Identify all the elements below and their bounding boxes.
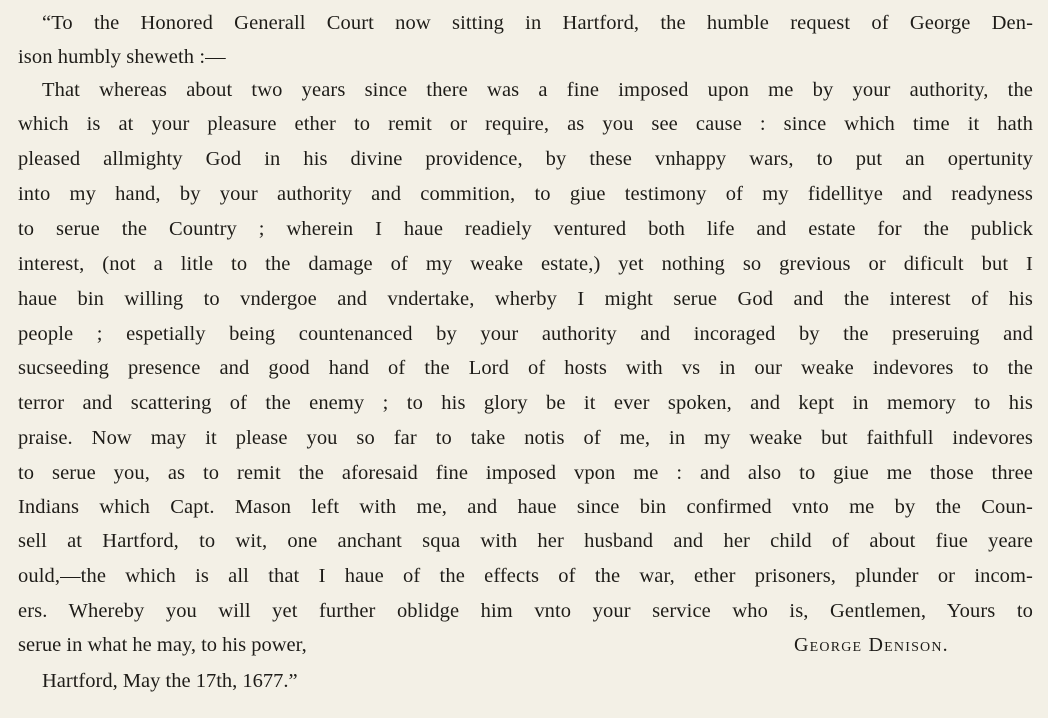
text-line: “To the Honored Generall Court now sitting in Hartford, the humble request of George Den- [42, 12, 1033, 34]
text-line: sucseeding presence and good hand of the Lord of hosts with vs in our weake indevores to the [18, 357, 1033, 379]
text-line: to serue the Country ; wherein I haue readiely ventured both life and estate for the publick [18, 218, 1033, 240]
text-line: haue bin willing to vndergoe and vndertake, wherby I might serue God and the interest of his [18, 288, 1033, 310]
dateline: Hartford, May the 17th, 1677.” [42, 670, 298, 692]
text-line: Indians which Capt. Mason left with me, and haue since bin confirmed vnto me by the Coun- [18, 496, 1033, 518]
closing-row [18, 628, 1033, 662]
text-line: pleased allmighty God in his divine providence, by these vnhappy wars, to put an opertunity [18, 148, 1033, 170]
closing-line: serue in what he may, to his power, [18, 634, 307, 656]
text-line: terror and scattering of the enemy ; to his glory be it ever spoken, and kept in memory to his [18, 392, 1033, 414]
signature: George Denison. [794, 634, 949, 656]
text-line: ison humbly sheweth :— [18, 46, 226, 68]
text-line: praise. Now may it please you so far to take notis of me, in my weake but faithfull indevores [18, 427, 1033, 449]
text-line: people ; espetially being countenanced by your authority and incoraged by the preseruing and [18, 323, 1033, 345]
text-line: sell at Hartford, to wit, one anchant squa with her husband and her child of about fiue yeare [18, 530, 1033, 552]
text-line: ould,—the which is all that I haue of the effects of the war, ether prisoners, plunder or incom- [18, 565, 1033, 587]
text-line: ers. Whereby you will yet further oblidge him vnto your service who is, Gentlemen, Yours to [18, 600, 1033, 622]
text-line: into my hand, by your authority and commition, to giue testimony of my fidellitye and readyness [18, 183, 1033, 205]
text-line: interest, (not a litle to the damage of my weake estate,) yet nothing so grevious or dificult but I [18, 253, 1033, 275]
text-line: That whereas about two years since there was a fine imposed upon me by your authority, the [42, 79, 1033, 101]
text-line: which is at your pleasure ether to remit or require, as you see cause : since which time it hath [18, 113, 1033, 135]
text-line: to serue you, as to remit the aforesaid fine imposed vpon me : and also to giue me those three [18, 462, 1033, 484]
